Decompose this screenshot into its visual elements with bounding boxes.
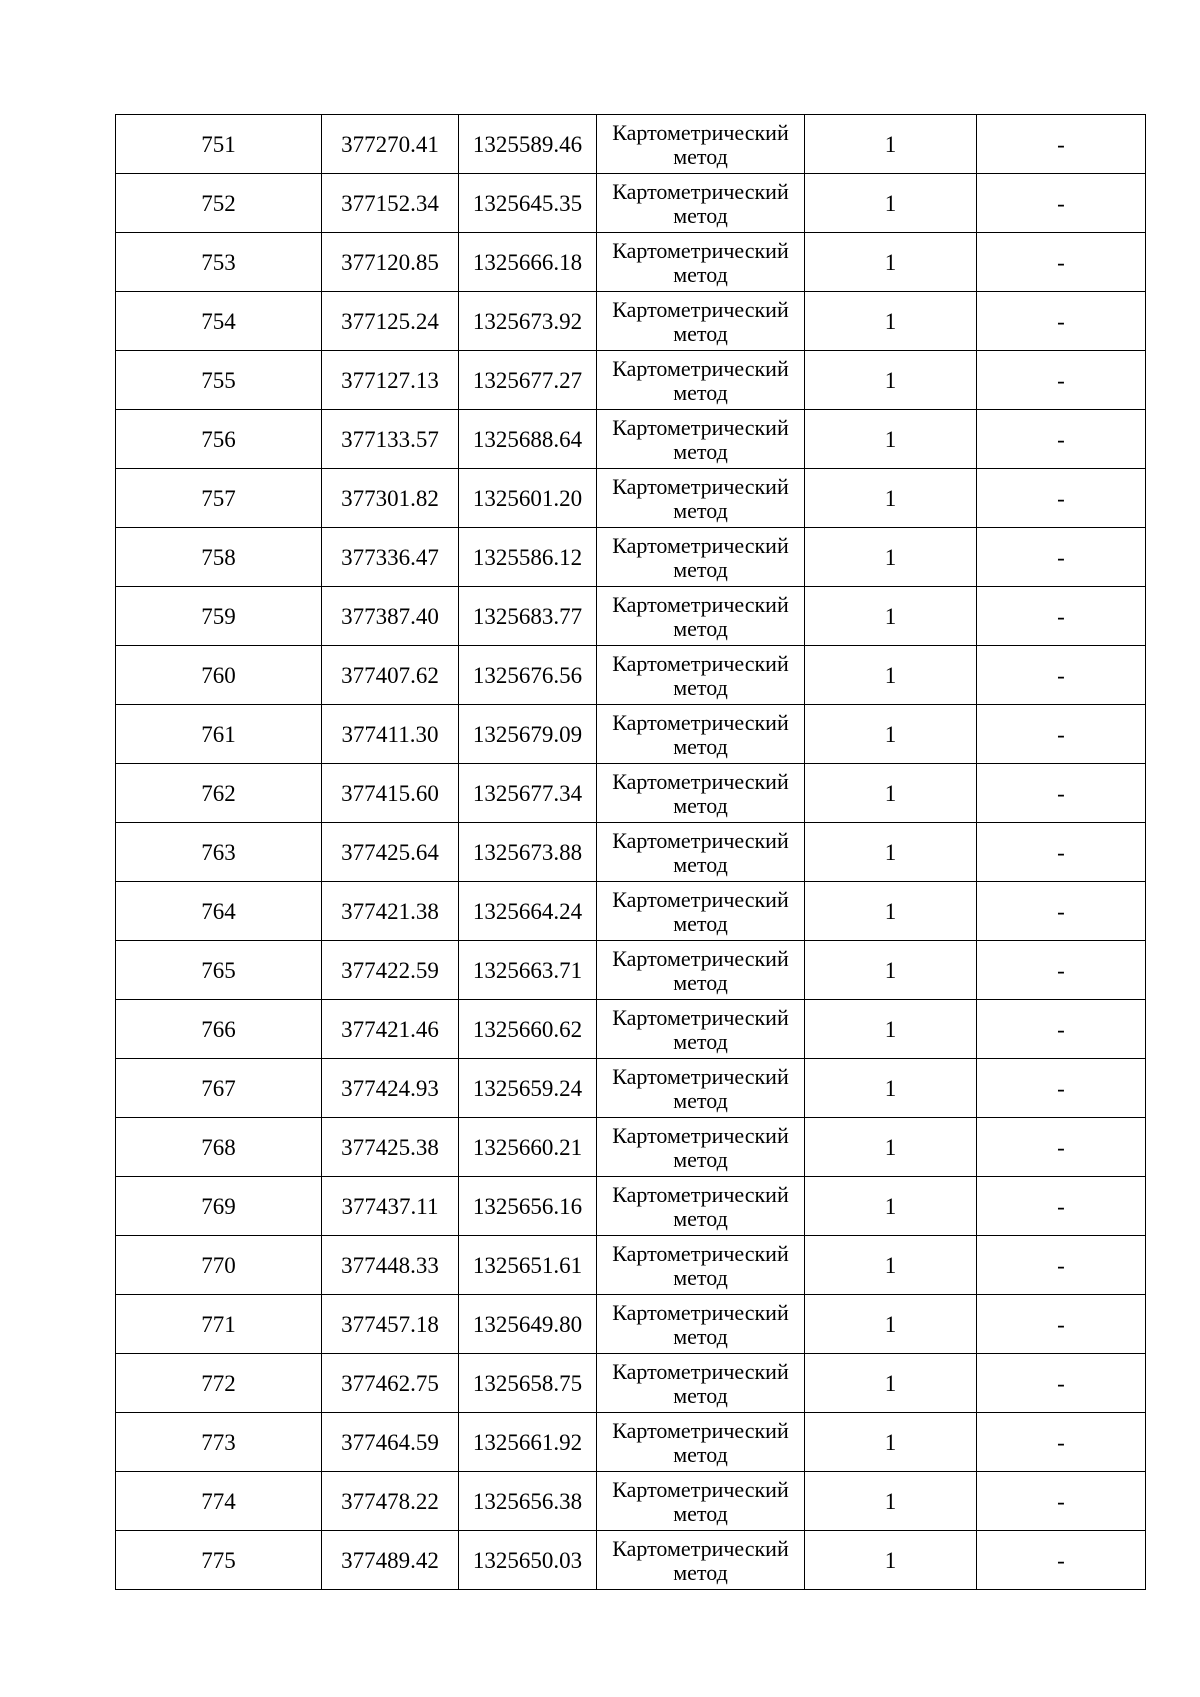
point-number: 765 <box>116 941 322 1000</box>
table-row <box>116 1236 1146 1295</box>
x-coordinate: 377448.33 <box>322 1236 459 1295</box>
method-line2: метод <box>673 1383 728 1408</box>
table-row <box>116 115 1146 174</box>
x-coordinate: 377133.57 <box>322 410 459 469</box>
method-line1: Картометрический <box>612 1005 789 1030</box>
description-value: - <box>977 1000 1146 1059</box>
x-coordinate: 377421.38 <box>322 882 459 941</box>
description-value: - <box>977 587 1146 646</box>
table-row <box>116 705 1146 764</box>
accuracy-value: 1 <box>805 469 977 528</box>
y-coordinate: 1325673.92 <box>459 292 597 351</box>
point-number: 763 <box>116 823 322 882</box>
x-coordinate: 377425.38 <box>322 1118 459 1177</box>
point-number: 756 <box>116 410 322 469</box>
y-coordinate: 1325663.71 <box>459 941 597 1000</box>
method-line1: Картометрический <box>612 356 789 381</box>
table-row <box>116 469 1146 528</box>
accuracy-value: 1 <box>805 1118 977 1177</box>
accuracy-value: 1 <box>805 1472 977 1531</box>
table-row <box>116 646 1146 705</box>
method-cell <box>597 351 805 410</box>
y-coordinate: 1325645.35 <box>459 174 597 233</box>
method-line2: метод <box>673 557 728 582</box>
accuracy-value: 1 <box>805 115 977 174</box>
table-row <box>116 528 1146 587</box>
x-coordinate: 377422.59 <box>322 941 459 1000</box>
description-value: - <box>977 351 1146 410</box>
method-line1: Картометрический <box>612 710 789 735</box>
description-value: - <box>977 1118 1146 1177</box>
x-coordinate: 377489.42 <box>322 1531 459 1590</box>
x-coordinate: 377125.24 <box>322 292 459 351</box>
table-row <box>116 292 1146 351</box>
table-row <box>116 1118 1146 1177</box>
method-cell <box>597 646 805 705</box>
accuracy-value: 1 <box>805 646 977 705</box>
method-cell <box>597 705 805 764</box>
y-coordinate: 1325601.20 <box>459 469 597 528</box>
accuracy-value: 1 <box>805 705 977 764</box>
description-value: - <box>977 410 1146 469</box>
point-number: 754 <box>116 292 322 351</box>
method-cell <box>597 233 805 292</box>
y-coordinate: 1325677.27 <box>459 351 597 410</box>
x-coordinate: 377424.93 <box>322 1059 459 1118</box>
table-row <box>116 1000 1146 1059</box>
coordinates-table-body <box>116 115 1146 1590</box>
x-coordinate: 377120.85 <box>322 233 459 292</box>
method-line1: Картометрический <box>612 1477 789 1502</box>
method-cell <box>597 764 805 823</box>
method-line2: метод <box>673 911 728 936</box>
x-coordinate: 377411.30 <box>322 705 459 764</box>
y-coordinate: 1325683.77 <box>459 587 597 646</box>
description-value: - <box>977 646 1146 705</box>
method-line2: метод <box>673 1560 728 1585</box>
method-line2: метод <box>673 793 728 818</box>
point-number: 751 <box>116 115 322 174</box>
method-line2: метод <box>673 734 728 759</box>
method-cell <box>597 823 805 882</box>
method-line1: Картометрический <box>612 651 789 676</box>
method-line2: метод <box>673 1147 728 1172</box>
y-coordinate: 1325688.64 <box>459 410 597 469</box>
method-line2: метод <box>673 203 728 228</box>
coordinates-table <box>115 114 1146 1590</box>
x-coordinate: 377415.60 <box>322 764 459 823</box>
accuracy-value: 1 <box>805 941 977 1000</box>
accuracy-value: 1 <box>805 1236 977 1295</box>
point-number: 769 <box>116 1177 322 1236</box>
method-cell <box>597 1531 805 1590</box>
table-row <box>116 174 1146 233</box>
point-number: 758 <box>116 528 322 587</box>
point-number: 761 <box>116 705 322 764</box>
point-number: 767 <box>116 1059 322 1118</box>
point-number: 759 <box>116 587 322 646</box>
table-row <box>116 410 1146 469</box>
x-coordinate: 377301.82 <box>322 469 459 528</box>
method-line2: метод <box>673 498 728 523</box>
accuracy-value: 1 <box>805 823 977 882</box>
method-line1: Картометрический <box>612 887 789 912</box>
description-value: - <box>977 174 1146 233</box>
method-line2: метод <box>673 1442 728 1467</box>
x-coordinate: 377421.46 <box>322 1000 459 1059</box>
method-line2: метод <box>673 439 728 464</box>
point-number: 766 <box>116 1000 322 1059</box>
table-row <box>116 764 1146 823</box>
y-coordinate: 1325660.21 <box>459 1118 597 1177</box>
method-cell <box>597 1472 805 1531</box>
method-cell <box>597 941 805 1000</box>
method-cell <box>597 1059 805 1118</box>
description-value: - <box>977 1236 1146 1295</box>
description-value: - <box>977 1531 1146 1590</box>
table-row <box>116 351 1146 410</box>
x-coordinate: 377437.11 <box>322 1177 459 1236</box>
y-coordinate: 1325661.92 <box>459 1413 597 1472</box>
y-coordinate: 1325666.18 <box>459 233 597 292</box>
y-coordinate: 1325658.75 <box>459 1354 597 1413</box>
method-line1: Картометрический <box>612 297 789 322</box>
point-number: 775 <box>116 1531 322 1590</box>
method-line1: Картометрический <box>612 1182 789 1207</box>
method-line2: метод <box>673 144 728 169</box>
x-coordinate: 377152.34 <box>322 174 459 233</box>
description-value: - <box>977 469 1146 528</box>
method-line1: Картометрический <box>612 1123 789 1148</box>
description-value: - <box>977 1413 1146 1472</box>
y-coordinate: 1325649.80 <box>459 1295 597 1354</box>
method-line1: Картометрический <box>612 1418 789 1443</box>
accuracy-value: 1 <box>805 882 977 941</box>
method-line2: метод <box>673 852 728 877</box>
method-line1: Картометрический <box>612 592 789 617</box>
point-number: 757 <box>116 469 322 528</box>
method-cell <box>597 882 805 941</box>
method-line2: метод <box>673 675 728 700</box>
method-line2: метод <box>673 262 728 287</box>
y-coordinate: 1325586.12 <box>459 528 597 587</box>
method-cell <box>597 1177 805 1236</box>
y-coordinate: 1325676.56 <box>459 646 597 705</box>
description-value: - <box>977 705 1146 764</box>
y-coordinate: 1325664.24 <box>459 882 597 941</box>
accuracy-value: 1 <box>805 1177 977 1236</box>
description-value: - <box>977 1059 1146 1118</box>
method-line1: Картометрический <box>612 1064 789 1089</box>
method-line1: Картометрический <box>612 415 789 440</box>
point-number: 762 <box>116 764 322 823</box>
method-line2: метод <box>673 970 728 995</box>
method-cell <box>597 587 805 646</box>
accuracy-value: 1 <box>805 1531 977 1590</box>
method-cell <box>597 410 805 469</box>
point-number: 771 <box>116 1295 322 1354</box>
table-row <box>116 1472 1146 1531</box>
method-line2: метод <box>673 1265 728 1290</box>
y-coordinate: 1325673.88 <box>459 823 597 882</box>
y-coordinate: 1325589.46 <box>459 115 597 174</box>
method-cell <box>597 1118 805 1177</box>
description-value: - <box>977 1295 1146 1354</box>
table-row <box>116 1177 1146 1236</box>
description-value: - <box>977 823 1146 882</box>
accuracy-value: 1 <box>805 1413 977 1472</box>
method-line1: Картометрический <box>612 474 789 499</box>
x-coordinate: 377478.22 <box>322 1472 459 1531</box>
y-coordinate: 1325656.38 <box>459 1472 597 1531</box>
y-coordinate: 1325659.24 <box>459 1059 597 1118</box>
table-row <box>116 823 1146 882</box>
method-line2: метод <box>673 321 728 346</box>
point-number: 772 <box>116 1354 322 1413</box>
accuracy-value: 1 <box>805 1000 977 1059</box>
description-value: - <box>977 1177 1146 1236</box>
x-coordinate: 377464.59 <box>322 1413 459 1472</box>
method-line1: Картометрический <box>612 238 789 263</box>
accuracy-value: 1 <box>805 351 977 410</box>
method-line1: Картометрический <box>612 1241 789 1266</box>
accuracy-value: 1 <box>805 292 977 351</box>
method-line1: Картометрический <box>612 120 789 145</box>
table-row <box>116 1531 1146 1590</box>
method-line1: Картометрический <box>612 533 789 558</box>
description-value: - <box>977 1472 1146 1531</box>
y-coordinate: 1325651.61 <box>459 1236 597 1295</box>
table-row <box>116 233 1146 292</box>
x-coordinate: 377457.18 <box>322 1295 459 1354</box>
accuracy-value: 1 <box>805 587 977 646</box>
table-row <box>116 1354 1146 1413</box>
method-line2: метод <box>673 1029 728 1054</box>
table-row <box>116 1295 1146 1354</box>
method-line2: метод <box>673 1088 728 1113</box>
description-value: - <box>977 882 1146 941</box>
table-row <box>116 1059 1146 1118</box>
method-line2: метод <box>673 380 728 405</box>
description-value: - <box>977 528 1146 587</box>
y-coordinate: 1325677.34 <box>459 764 597 823</box>
accuracy-value: 1 <box>805 1059 977 1118</box>
x-coordinate: 377407.62 <box>322 646 459 705</box>
table-row <box>116 587 1146 646</box>
accuracy-value: 1 <box>805 233 977 292</box>
point-number: 753 <box>116 233 322 292</box>
method-line1: Картометрический <box>612 946 789 971</box>
method-cell <box>597 469 805 528</box>
y-coordinate: 1325679.09 <box>459 705 597 764</box>
x-coordinate: 377462.75 <box>322 1354 459 1413</box>
point-number: 770 <box>116 1236 322 1295</box>
method-line1: Картометрический <box>612 1359 789 1384</box>
method-line1: Картометрический <box>612 179 789 204</box>
accuracy-value: 1 <box>805 1295 977 1354</box>
description-value: - <box>977 941 1146 1000</box>
description-value: - <box>977 292 1146 351</box>
method-cell <box>597 292 805 351</box>
point-number: 755 <box>116 351 322 410</box>
accuracy-value: 1 <box>805 174 977 233</box>
point-number: 760 <box>116 646 322 705</box>
x-coordinate: 377425.64 <box>322 823 459 882</box>
method-cell <box>597 1295 805 1354</box>
method-cell <box>597 1354 805 1413</box>
description-value: - <box>977 764 1146 823</box>
x-coordinate: 377127.13 <box>322 351 459 410</box>
y-coordinate: 1325660.62 <box>459 1000 597 1059</box>
method-line2: метод <box>673 1501 728 1526</box>
point-number: 773 <box>116 1413 322 1472</box>
method-line1: Картометрический <box>612 1300 789 1325</box>
y-coordinate: 1325656.16 <box>459 1177 597 1236</box>
table-row <box>116 1413 1146 1472</box>
x-coordinate: 377270.41 <box>322 115 459 174</box>
method-cell <box>597 1000 805 1059</box>
method-line2: метод <box>673 1206 728 1231</box>
method-cell <box>597 115 805 174</box>
method-line2: метод <box>673 1324 728 1349</box>
method-line2: метод <box>673 616 728 641</box>
x-coordinate: 377387.40 <box>322 587 459 646</box>
accuracy-value: 1 <box>805 528 977 587</box>
accuracy-value: 1 <box>805 410 977 469</box>
method-cell <box>597 1236 805 1295</box>
description-value: - <box>977 233 1146 292</box>
method-line1: Картометрический <box>612 1536 789 1561</box>
table-row <box>116 882 1146 941</box>
accuracy-value: 1 <box>805 1354 977 1413</box>
method-line1: Картометрический <box>612 828 789 853</box>
table-row <box>116 941 1146 1000</box>
method-cell <box>597 1413 805 1472</box>
description-value: - <box>977 1354 1146 1413</box>
point-number: 752 <box>116 174 322 233</box>
method-cell <box>597 174 805 233</box>
description-value: - <box>977 115 1146 174</box>
method-line1: Картометрический <box>612 769 789 794</box>
y-coordinate: 1325650.03 <box>459 1531 597 1590</box>
point-number: 774 <box>116 1472 322 1531</box>
point-number: 768 <box>116 1118 322 1177</box>
method-cell <box>597 528 805 587</box>
point-number: 764 <box>116 882 322 941</box>
x-coordinate: 377336.47 <box>322 528 459 587</box>
accuracy-value: 1 <box>805 764 977 823</box>
